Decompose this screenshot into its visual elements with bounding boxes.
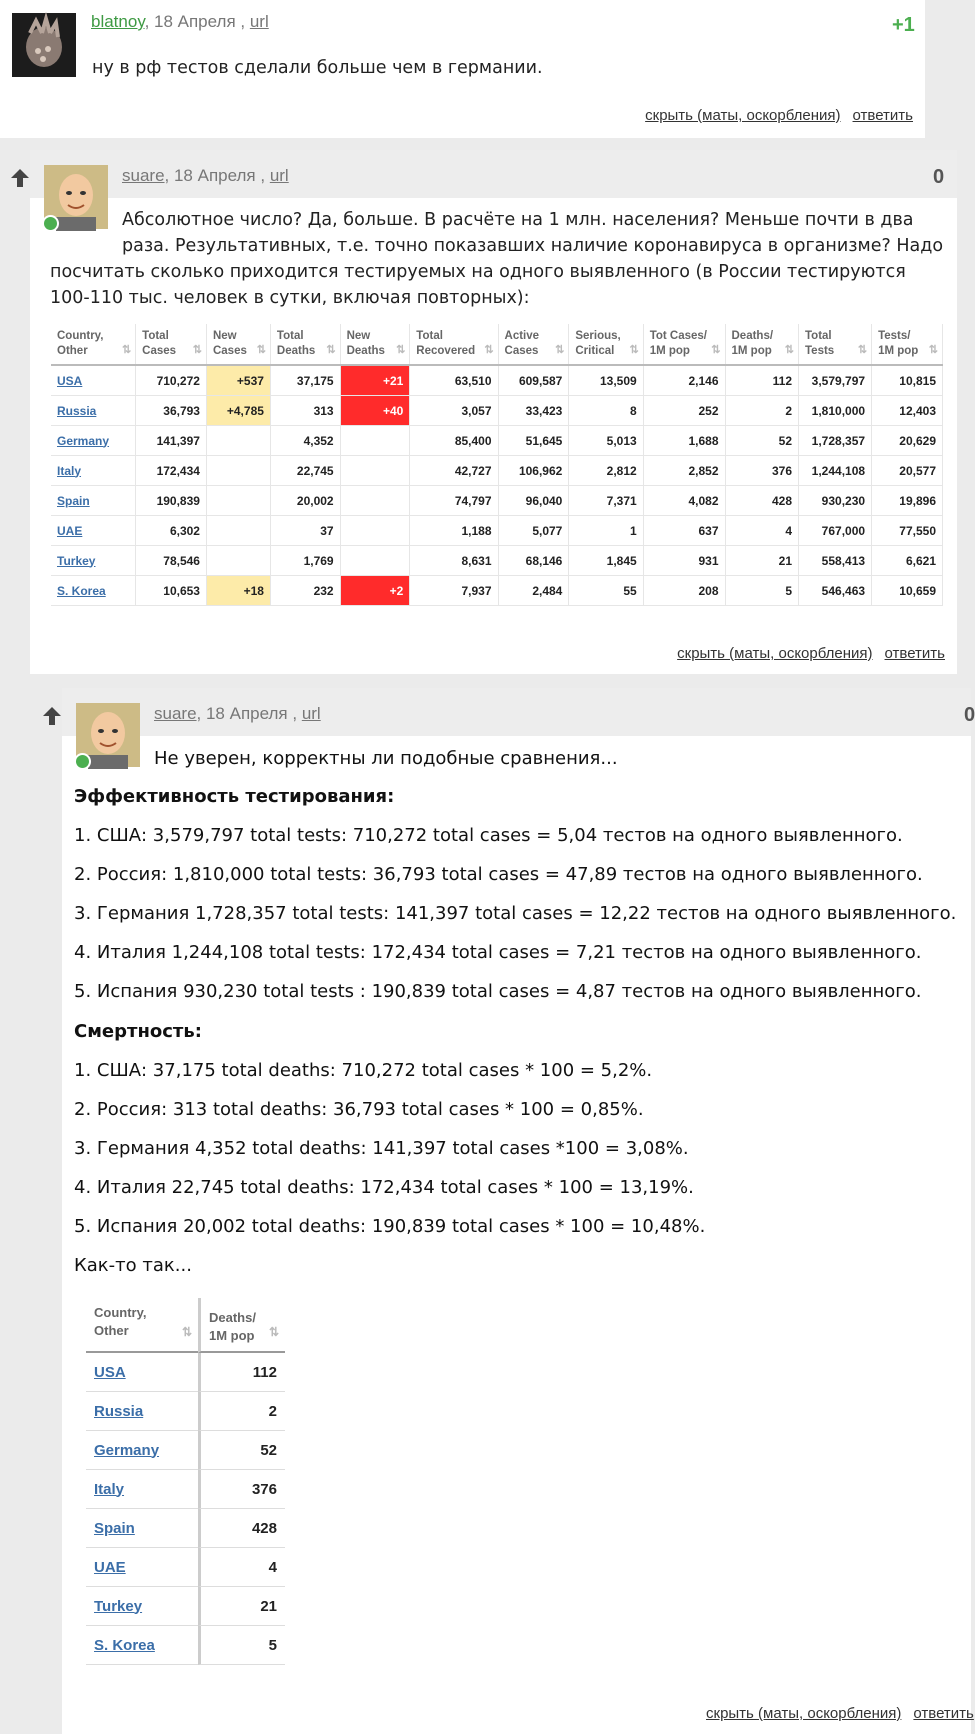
table-cell: [206, 516, 270, 546]
comment-date: , 18 Апреля ,: [164, 166, 266, 185]
column-header[interactable]: [51, 324, 136, 365]
table-cell: 55: [569, 576, 643, 606]
table-cell: 2: [725, 396, 799, 426]
sort-icon[interactable]: ⇅: [928, 344, 938, 356]
column-header[interactable]: [198, 1298, 285, 1353]
column-header-label: Tests: [805, 345, 835, 357]
table-cell: 10,659: [872, 576, 943, 606]
table-cell: 1,810,000: [799, 396, 872, 426]
table-cell: [340, 456, 410, 486]
comment-text-line: Не уверен, корректны ли подобные сравнения...: [154, 748, 618, 769]
table-cell: 2,852: [643, 456, 725, 486]
sort-icon[interactable]: ⇅: [629, 344, 639, 356]
comment-blatnoy: [0, 0, 925, 138]
sort-icon[interactable]: ⇅: [555, 344, 565, 356]
table-cell: [340, 426, 410, 456]
table-cell: 78,546: [136, 546, 207, 576]
comment-text-line: 3. Германия 1,728,357 total tests: 141,397 total cases = 12,22 тестов на одного выявленного.: [74, 903, 957, 924]
comment-suare-1: [30, 150, 957, 674]
comment-text-line: 2. Россия: 1,810,000 total tests: 36,793 total cases = 47,89 тестов на одного выявленного.: [74, 864, 923, 885]
table-row: [86, 1587, 285, 1626]
table-cell: 96,040: [498, 486, 569, 516]
table-cell: 1,188: [410, 516, 498, 546]
table-cell: [86, 1431, 198, 1470]
comment-actions: [633, 107, 913, 124]
country-link[interactable]: Italy: [57, 463, 82, 478]
column-header-label: Total: [416, 330, 443, 342]
table-cell: 1: [569, 516, 643, 546]
table-cell: [86, 1470, 198, 1509]
online-status-icon: [42, 215, 59, 232]
column-header-label: Deaths/: [731, 330, 774, 342]
table-cell: 85,400: [410, 426, 498, 456]
table-cell: 3,579,797: [799, 365, 872, 396]
reply-link[interactable]: ответить: [913, 1705, 974, 1722]
table-cell: 313: [270, 396, 340, 426]
column-header[interactable]: [340, 324, 410, 365]
comment-date: , 18 Апреля ,: [196, 704, 298, 723]
column-header-label: Cases: [212, 345, 247, 357]
column-header-label: Deaths: [346, 345, 385, 357]
column-header-label: Total: [805, 330, 832, 342]
country-link[interactable]: UAE: [57, 523, 83, 538]
table-cell: 20,629: [872, 426, 943, 456]
hide-link[interactable]: скрыть (маты, оскорбления): [706, 1705, 902, 1722]
table-cell: [340, 486, 410, 516]
author-link[interactable]: blatnoy: [91, 12, 145, 31]
table-cell: 5,077: [498, 516, 569, 546]
comment-date: , 18 Апреля ,: [144, 12, 246, 31]
sort-icon[interactable]: ⇅: [256, 344, 266, 356]
table-cell: 1,845: [569, 546, 643, 576]
table-cell: 12,403: [872, 396, 943, 426]
comment-text-line: раза. Результативных, т.е. точно показавших наличие коронавируса в организме? Надо: [122, 236, 944, 256]
table-cell: 190,839: [136, 486, 207, 516]
column-header[interactable]: [643, 324, 725, 365]
column-header-label: New: [346, 330, 371, 342]
table-cell: [86, 1392, 198, 1431]
column-header-label: Cases: [142, 345, 177, 357]
sort-icon[interactable]: ⇅: [396, 344, 406, 356]
rating-badge: 0: [964, 704, 975, 726]
column-header[interactable]: [498, 324, 569, 365]
table-cell: 6,621: [872, 546, 943, 576]
sort-icon[interactable]: ⇅: [121, 344, 132, 356]
column-header[interactable]: [725, 324, 799, 365]
column-header[interactable]: [136, 324, 207, 365]
reply-link[interactable]: ответить: [884, 645, 945, 662]
column-header-label: New: [212, 330, 237, 342]
table-cell: 1,769: [270, 546, 340, 576]
url-link[interactable]: url: [269, 166, 289, 185]
table-row: [51, 456, 943, 486]
table-cell: 112: [198, 1353, 285, 1392]
table-row: [51, 486, 943, 516]
sort-icon[interactable]: ⇅: [784, 344, 794, 356]
sort-icon[interactable]: ⇅: [192, 344, 202, 356]
table-row: [86, 1470, 285, 1509]
comment-text-line: 1. США: 37,175 total deaths: 710,272 total cases * 100 = 5,2%.: [74, 1060, 653, 1081]
table-cell: [51, 546, 136, 576]
country-link[interactable]: S. Korea: [57, 583, 106, 598]
table-cell: 22,745: [270, 456, 340, 486]
country-link[interactable]: Spain: [94, 1519, 135, 1537]
table-cell: [86, 1353, 198, 1392]
sort-icon[interactable]: ⇅: [857, 344, 868, 356]
table-row: [86, 1431, 285, 1470]
table-cell: 5: [198, 1626, 285, 1665]
comment-meta: [122, 166, 289, 186]
country-link[interactable]: Russia: [57, 403, 97, 418]
table-cell: 141,397: [136, 426, 207, 456]
table-cell: [86, 1587, 198, 1626]
table-cell: [206, 486, 270, 516]
comment-meta: [154, 704, 321, 724]
country-link[interactable]: Germany: [57, 433, 110, 448]
column-header[interactable]: [799, 324, 872, 365]
table-cell: +2: [340, 576, 410, 606]
country-link[interactable]: USA: [57, 373, 83, 388]
table-cell: [51, 396, 136, 426]
column-header-label: 1M pop: [878, 345, 919, 357]
comment-text-line: 5. Испания 930,230 total tests : 190,839 total cases = 4,87 тестов на одного выявленного.: [74, 981, 922, 1002]
table-cell: 74,797: [410, 486, 498, 516]
table-cell: 767,000: [799, 516, 872, 546]
table-row: [51, 426, 943, 456]
table-row: [86, 1392, 285, 1431]
column-header-label: Total: [142, 330, 169, 342]
table-cell: 428: [725, 486, 799, 516]
comment-text-line: 100-110 тыс. человек в сутки, включая повторных):: [50, 288, 530, 308]
table-cell: 609,587: [498, 365, 569, 396]
table-cell: 36,793: [136, 396, 207, 426]
comment-text-line: посчитать сколько приходится тестируемых на одного выявленного (в России тестируются: [50, 262, 906, 282]
table-cell: [51, 365, 136, 396]
column-header[interactable]: [410, 324, 498, 365]
sort-icon[interactable]: ⇅: [268, 1325, 279, 1339]
column-header-label: Other: [94, 1323, 129, 1338]
table-cell: [206, 456, 270, 486]
table-cell: 558,413: [799, 546, 872, 576]
table-cell: 4,352: [270, 426, 340, 456]
table-cell: 19,896: [872, 486, 943, 516]
column-header-label: 1M pop: [209, 1328, 255, 1343]
hide-link[interactable]: скрыть (маты, оскорбления): [645, 107, 841, 124]
glove-avatar-icon: [12, 13, 76, 77]
table-cell: [51, 426, 136, 456]
table-cell: +18: [206, 576, 270, 606]
table-cell: [86, 1509, 198, 1548]
country-link[interactable]: Italy: [94, 1480, 125, 1498]
covid-stats-table: [51, 324, 943, 606]
table-cell: +537: [206, 365, 270, 396]
column-header[interactable]: [270, 324, 340, 365]
table-cell: 428: [198, 1509, 285, 1548]
table-row: [51, 576, 943, 606]
table-cell: 931: [643, 546, 725, 576]
table-row: [51, 516, 943, 546]
column-header-label: Country,: [57, 330, 104, 342]
table-cell: 10,815: [872, 365, 943, 396]
table-cell: 2,484: [498, 576, 569, 606]
table-cell: 13,509: [569, 365, 643, 396]
table-cell: 52: [198, 1431, 285, 1470]
table-cell: 8,631: [410, 546, 498, 576]
country-link[interactable]: Turkey: [94, 1597, 143, 1615]
column-header-label: Country,: [94, 1305, 147, 1320]
country-link[interactable]: Germany: [94, 1441, 160, 1459]
column-header-label: 1M pop: [731, 345, 772, 357]
table-cell: 376: [725, 456, 799, 486]
country-link[interactable]: USA: [94, 1363, 126, 1381]
column-header-label: Other: [57, 345, 88, 357]
table-row: [86, 1509, 285, 1548]
online-status-icon: [74, 753, 91, 770]
section-heading: Смертность:: [74, 1021, 202, 1042]
table-cell: 63,510: [410, 365, 498, 396]
comment-text-line: Как-то так...: [74, 1255, 192, 1276]
table-cell: 20,577: [872, 456, 943, 486]
table-cell: +40: [340, 396, 410, 426]
url-link[interactable]: url: [249, 12, 269, 31]
column-header-label: 1M pop: [649, 345, 690, 357]
rating-badge: +1: [892, 14, 915, 36]
table-cell: 42,727: [410, 456, 498, 486]
table-cell: 4,082: [643, 486, 725, 516]
comment-text-line: 4. Италия 22,745 total deaths: 172,434 total cases * 100 = 13,19%.: [74, 1177, 694, 1198]
table-row: [51, 396, 943, 426]
table-cell: 637: [643, 516, 725, 546]
table-cell: 930,230: [799, 486, 872, 516]
table-cell: [51, 576, 136, 606]
column-header-label: Deaths: [276, 345, 316, 357]
table-cell: +21: [340, 365, 410, 396]
comment-suare-2: [62, 688, 975, 1734]
column-header-label: Critical: [575, 345, 615, 357]
table-cell: [51, 456, 136, 486]
column-header-label: Tot Cases/: [649, 330, 708, 342]
table-cell: [206, 426, 270, 456]
table-cell: 4: [725, 516, 799, 546]
table-cell: 37,175: [270, 365, 340, 396]
column-header-label: Recovered: [416, 345, 476, 357]
column-header-label: Cases: [504, 345, 539, 357]
table-cell: [340, 546, 410, 576]
country-link[interactable]: Spain: [57, 493, 90, 508]
table-cell: [51, 486, 136, 516]
table-cell: 51,645: [498, 426, 569, 456]
comment-text-line: 5. Испания 20,002 total deaths: 190,839 total cases * 100 = 10,48%.: [74, 1216, 706, 1237]
table-cell: 172,434: [136, 456, 207, 486]
table-cell: 232: [270, 576, 340, 606]
column-header-label: Total: [276, 330, 304, 342]
comment-text: ну в рф тестов сделали больше чем в германии.: [92, 58, 543, 78]
table-cell: 6,302: [136, 516, 207, 546]
table-cell: 4: [198, 1548, 285, 1587]
table-row: [51, 546, 943, 576]
table-cell: 376: [198, 1470, 285, 1509]
table-cell: 20,002: [270, 486, 340, 516]
column-header[interactable]: [872, 324, 943, 365]
column-header-label: Tests/: [878, 330, 911, 342]
column-header-label: Active: [504, 330, 540, 342]
table-cell: 8: [569, 396, 643, 426]
table-cell: 52: [725, 426, 799, 456]
table-cell: 7,937: [410, 576, 498, 606]
column-header[interactable]: [206, 324, 270, 365]
table-cell: 1,244,108: [799, 456, 872, 486]
author-link[interactable]: suare: [154, 704, 197, 723]
comment-actions: [665, 645, 945, 662]
table-cell: [86, 1626, 198, 1665]
table-cell: 112: [725, 365, 799, 396]
table-cell: 10,653: [136, 576, 207, 606]
table-cell: 1,688: [643, 426, 725, 456]
sort-icon[interactable]: ⇅: [711, 344, 721, 356]
section-heading: Эффективность тестирования:: [74, 786, 395, 807]
url-link[interactable]: url: [301, 704, 321, 723]
table-cell: 33,423: [498, 396, 569, 426]
deaths-per-million-table: [86, 1298, 285, 1665]
sort-icon[interactable]: ⇅: [484, 344, 494, 356]
table-cell: 3,057: [410, 396, 498, 426]
table-row: [86, 1626, 285, 1665]
table-cell: 5,013: [569, 426, 643, 456]
column-header[interactable]: [86, 1298, 198, 1353]
author-link[interactable]: suare: [122, 166, 165, 185]
table-cell: 21: [725, 546, 799, 576]
comment-text-line: 4. Италия 1,244,108 total tests: 172,434 total cases = 7,21 тестов на одного выявленного.: [74, 942, 922, 963]
comment-text-line: 3. Германия 4,352 total deaths: 141,397 total cases *100 = 3,08%.: [74, 1138, 689, 1159]
column-header-label: Serious,: [575, 330, 621, 342]
country-link[interactable]: Russia: [94, 1402, 144, 1420]
table-cell: 21: [198, 1587, 285, 1626]
table-cell: 252: [643, 396, 725, 426]
country-link[interactable]: UAE: [94, 1558, 126, 1576]
column-header[interactable]: [569, 324, 643, 365]
table-cell: 37: [270, 516, 340, 546]
country-link[interactable]: S. Korea: [94, 1636, 155, 1654]
table-row: [86, 1353, 285, 1392]
table-cell: 77,550: [872, 516, 943, 546]
table-cell: 710,272: [136, 365, 207, 396]
table-cell: 2,812: [569, 456, 643, 486]
avatar[interactable]: [12, 13, 76, 77]
sort-icon[interactable]: ⇅: [326, 344, 336, 356]
table-cell: [51, 516, 136, 546]
table-cell: [206, 546, 270, 576]
table-cell: +4,785: [206, 396, 270, 426]
table-cell: 106,962: [498, 456, 569, 486]
country-link[interactable]: Turkey: [57, 553, 96, 568]
sort-icon[interactable]: ⇅: [181, 1325, 192, 1339]
rating-badge: 0: [933, 166, 945, 188]
comment-text-line: 1. США: 3,579,797 total tests: 710,272 total cases = 5,04 тестов на одного выявленного.: [74, 825, 903, 846]
upvote-icon[interactable]: [9, 167, 31, 189]
table-cell: [86, 1548, 198, 1587]
table-cell: 1,728,357: [799, 426, 872, 456]
table-cell: [340, 516, 410, 546]
table-cell: 2,146: [643, 365, 725, 396]
table-row: [51, 365, 943, 396]
table-row: [86, 1548, 285, 1587]
upvote-icon[interactable]: [41, 705, 63, 727]
hide-link[interactable]: скрыть (маты, оскорбления): [677, 645, 873, 662]
column-header-label: Deaths/: [209, 1310, 256, 1325]
comment-text-line: Абсолютное число? Да, больше. В расчёте на 1 млн. населения? Меньше почти в два: [122, 210, 914, 230]
comment-meta: [91, 12, 269, 32]
comment-actions: [706, 1705, 974, 1722]
table-cell: 546,463: [799, 576, 872, 606]
table-cell: 208: [643, 576, 725, 606]
table-cell: 2: [198, 1392, 285, 1431]
table-cell: 7,371: [569, 486, 643, 516]
table-cell: 5: [725, 576, 799, 606]
table-cell: 68,146: [498, 546, 569, 576]
reply-link[interactable]: ответить: [852, 107, 913, 124]
comment-text-line: 2. Россия: 313 total deaths: 36,793 total cases * 100 = 0,85%.: [74, 1099, 644, 1120]
